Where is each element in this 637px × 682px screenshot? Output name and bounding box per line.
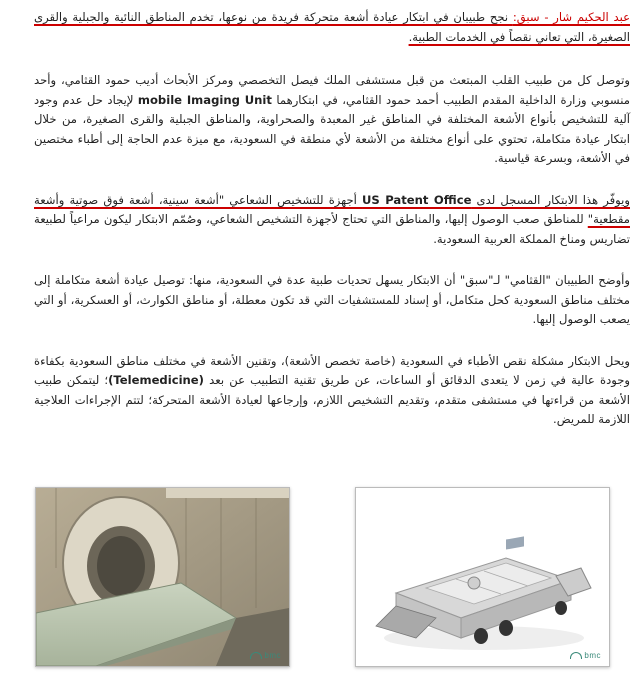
ct-room-illustration [36, 488, 289, 666]
byline: عبد الحكيم شار - سبق: [512, 10, 630, 24]
paragraph-4 [34, 352, 630, 430]
lead-text: نجح طبيبان في ابتكار عيادة أشعة متحركة فريدة من نوعها، تخدم المناطق النائية والجبلية والقرى الصغيرة، التي تعاني نقصاً في الخدمات الطبية. [34, 10, 630, 44]
paragraph-3: وأوضح الطبيبان "القثامي" لـ"سبق" أن الابتكار يسهل تحديات طبية عدة في السعودية، منها: توصيل عيادة أشعة متكاملة إلى مختلف مناطق السعودية كحل متكامل، أو إسناد للمستشفيات التي قد تكون معطلة، أو مناطق الكوارث، أو العسكرية، أو التي يصعب الوصول إليها. [34, 273, 630, 326]
p4-text-before: ويحل الابتكار مشكلة نقص الأطباء في السعودية (خاصة تخصص الأشعة)، وتقنين الأشعة في مختلف مناطق السعودية بكفاءة وجودة عالية في زمن لا يتعدى الدقائق أو الساعات، عن طريق تقنية التطبيب عن بعد [34, 353, 631, 387]
paragraph-2 [34, 191, 630, 250]
article-body [34, 8, 630, 452]
telemedicine-term: (Telemedicine) [108, 373, 204, 387]
paragraph-1 [34, 71, 630, 169]
patent-office: US Patent Office [362, 192, 472, 207]
bmc-logo: bmc [570, 651, 601, 660]
mobile-unit-image [355, 487, 610, 667]
bmc-logo: bmc [250, 651, 281, 660]
p1-text-after: لإيجاد حل عدم وجود آلية للتشخيص بأنواع الأشعة المختلفة في المناطق غير المعبدة والصحراوية، والمناطق الجبلية والقرى الصغيرة، من خلال ابتكار عيادة متكاملة، تحتوي على أنواع مختلفة من الأشعة لأي منطقة في السعودية، مع ميزة عدم الحاجة إلى أطباء مختصين في الأشعة، وبسرعة قياسية. [34, 92, 630, 165]
mobile-unit-illustration [356, 488, 609, 666]
p2-start: ويوفّر هذا الابتكار المسجل لدى [471, 192, 630, 207]
lead-underlined [34, 10, 630, 44]
lead-paragraph [34, 8, 630, 47]
p2-mid: أجهزة للتشخيص الشعاعي "أشعة سينية، أشعة فوق صوتية وأشعة مقطعية" [34, 192, 630, 226]
product-name: mobile Imaging Unit [137, 92, 272, 107]
p2-rest: للمناطق صعب الوصول إليها، والمناطق التي تحتاج لأجهزة التشخيص الشعاعي، وصُمّم الابتكار ليكون مراعياً لطبيعة تضاريس ومناخ المملكة العربية السعودية. [34, 212, 630, 246]
ct-room-image [35, 487, 290, 667]
p1-text-before: وتوصل كل من طبيب القلب المبتعث من قبل مستشفى الملك فيصل التخصصي ومركز الأبحاث أديب حمود القثامي، وأحد منسوبي وزارة الداخلية المقدم الطبيب أحمد حمود القثامي، في ابتكارهما [34, 73, 630, 107]
p4-text-after: ؛ ليتمكن طبيب الأشعة من قراءتها في مستشفى متقدم، وتقديم التشخيص اللازم، وإرجاعها لعيادة الأشعة المتحركة؛ لتتم الإجراءات العلاجية اللازمة للمريض. [34, 373, 630, 426]
